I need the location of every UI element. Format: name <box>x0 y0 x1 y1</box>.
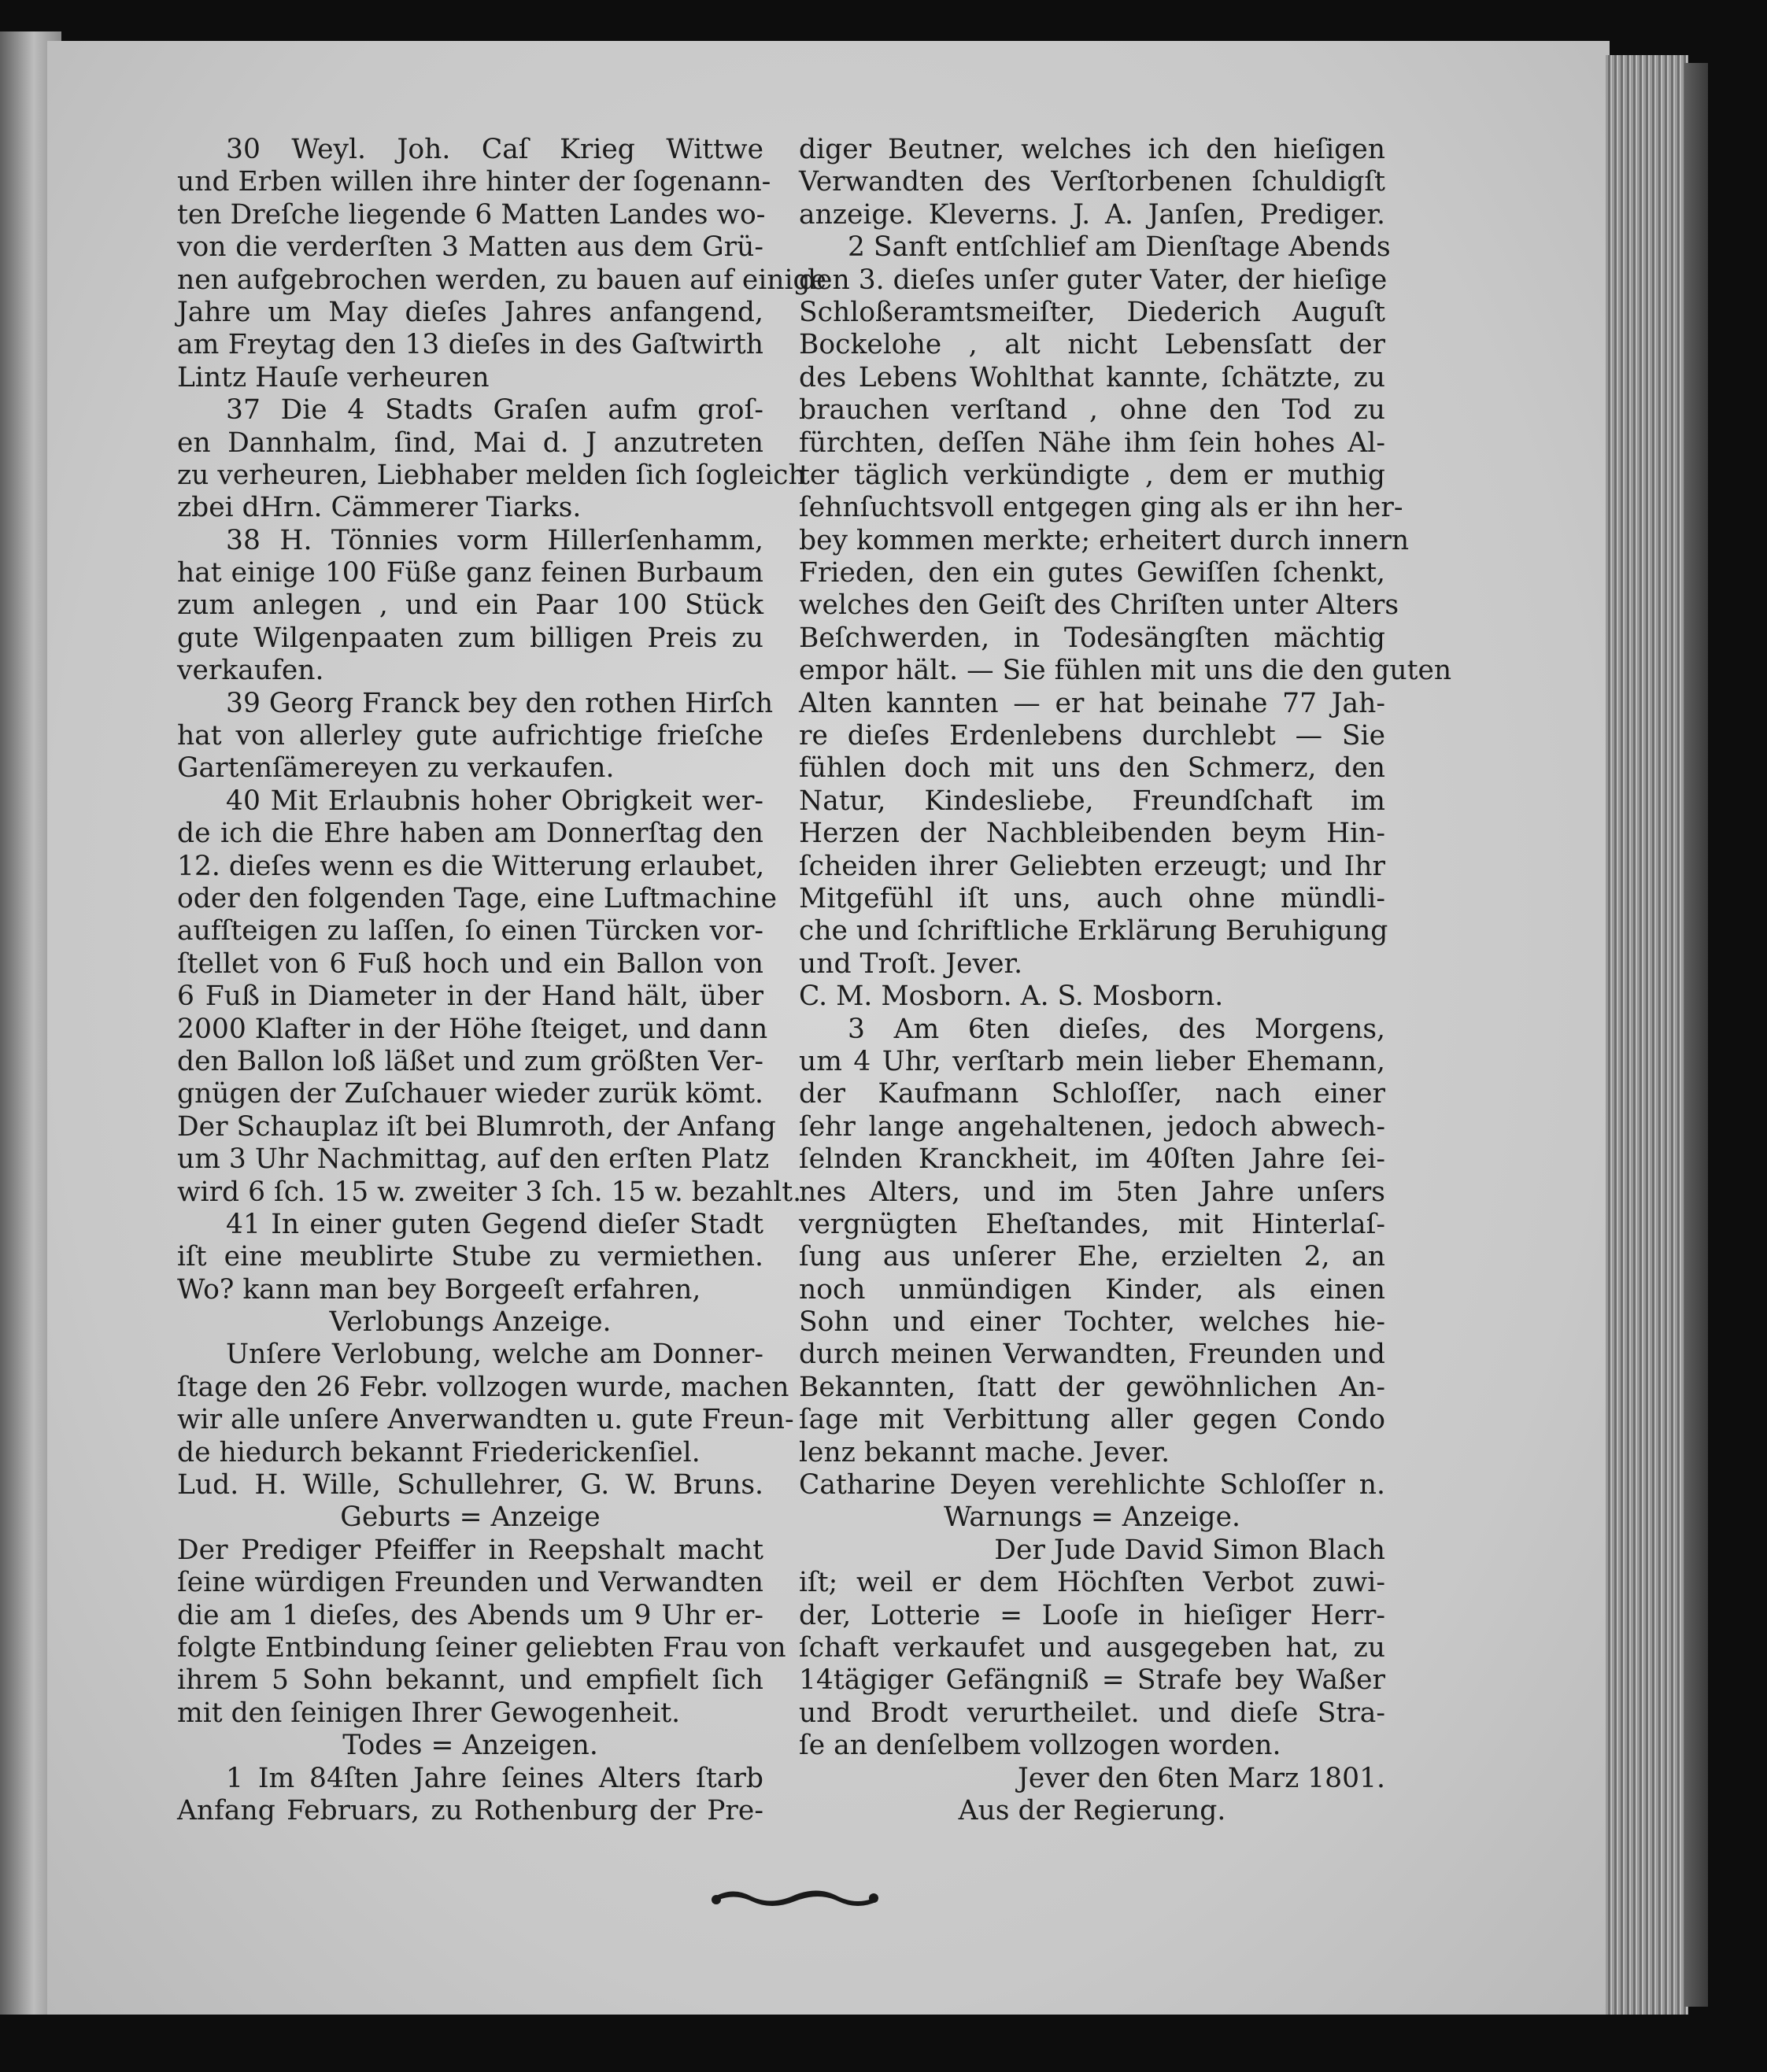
text-line: den 3. dieſes unſer guter Vater, der hieſige <box>799 264 1388 296</box>
text-line: 41 In einer guten Gegend dieſer Stadt <box>226 1208 763 1240</box>
text-line: ſcheiden ihrer Geliebten erzeugt; und Ihr <box>799 850 1385 882</box>
text-line: de ich die Ehre haben am Donnerſtag den <box>177 818 763 850</box>
text-line: oder den folgenden Tage, eine Luftmachine <box>177 882 778 914</box>
text-line: der, Lotterie = Looſe in hieſiger Herr- <box>799 1599 1385 1631</box>
closing-ornament <box>708 1882 882 1914</box>
text-line: ſehnſuchtsvoll entgegen ging als er ihn her- <box>799 492 1403 524</box>
text-line: zbei dHrn. Cämmerer Tiarks. <box>177 492 582 524</box>
text-line: Der Schauplaz iſt bei Blumroth, der Anfang <box>177 1110 776 1143</box>
text-line: wir alle unſere Anverwandten u. gute Freun- <box>177 1404 794 1436</box>
text-line: der Kaufmann Schloſſer, nach einer <box>799 1078 1385 1110</box>
text-line: Wo? kann man bey Borgeeſt erfahren, <box>177 1273 701 1306</box>
text-line: Schloßeramtsmeiſter, Diederich Auguſt <box>799 296 1385 328</box>
text-line: ſung aus unſerer Ehe, erzielten 2, an <box>799 1241 1385 1273</box>
text-line: ſeine würdigen Freunden und Verwandten <box>177 1567 763 1599</box>
text-line: anzeige. Kleverns. J. A. Janſen, Prediger. <box>799 198 1385 231</box>
text-line: vergnügten Eheſtandes, mit Hinterlaſ- <box>799 1208 1385 1240</box>
text-line: fühlen doch mit uns den Schmerz, den <box>799 752 1385 785</box>
text-line: um 4 Uhr, verſtarb mein lieber Ehemann, <box>799 1045 1385 1077</box>
text-line: 3 Am 6ten dieſes, des Morgens, <box>848 1013 1385 1045</box>
text-line: lenz bekannt mache. Jever. <box>799 1436 1170 1468</box>
text-line: 14tägiger Gefängniß = Strafe bey Waßer <box>799 1664 1385 1697</box>
text-line: de hiedurch bekannt Friederickenſiel. <box>177 1436 701 1468</box>
text-line: hat einige 100 Füße ganz feinen Burbaum <box>177 557 763 589</box>
text-line: ter täglich verkündigte , dem er muthig <box>799 459 1385 491</box>
text-line: Beſchwerden, in Todesängſten mächtig <box>799 622 1385 654</box>
text-line: Jahre um May dieſes Jahres anfangend, <box>177 296 763 328</box>
text-line: 40 Mit Erlaubnis hoher Obrigkeit wer- <box>226 785 763 817</box>
book-binding <box>1684 63 1708 2007</box>
text-line: nen aufgebrochen werden, zu bauen auf einige <box>177 264 827 296</box>
text-line: Lud. H. Wille, Schullehrer, G. W. Bruns. <box>177 1469 763 1501</box>
text-line: wird 6 ſch. 15 w. zweiter 3 ſch. 15 w. bezahlt. <box>177 1176 802 1208</box>
text-line: bey kommen merkte; erheitert durch innern <box>799 524 1410 556</box>
text-line: Der Prediger Pfeiffer in Reepshalt macht <box>177 1534 763 1566</box>
text-line: ſehr lange angehaltenen, jedoch abwech- <box>799 1110 1385 1143</box>
text-line: Verlobungs Anzeige. <box>329 1306 612 1339</box>
text-line: zum anlegen , und ein Paar 100 Stück <box>177 589 763 622</box>
left-text-column <box>177 134 827 1827</box>
page-stack-edges <box>1606 55 1688 2015</box>
text-line: Jever den 6ten Marz 1801. <box>1017 1762 1385 1794</box>
text-line: nes Alters, und im 5ten Jahre unſers <box>799 1176 1385 1208</box>
text-line: C. M. Mosborn. A. S. Mosborn. <box>799 981 1224 1013</box>
text-line: Todes = Anzeigen. <box>342 1730 598 1762</box>
text-line: Verwandten des Verſtorbenen ſchuldigſt <box>799 166 1385 198</box>
text-line: Gartenſämereyen zu verkaufen. <box>177 752 615 785</box>
text-line: um 3 Uhr Nachmittag, auf den erſten Platz <box>177 1143 770 1176</box>
text-line: des Lebens Wohlthat kannte, ſchätzte, zu <box>799 361 1385 393</box>
text-line: ſchaft verkaufet und ausgegeben hat, zu <box>799 1631 1385 1664</box>
text-line: Der Jude David Simon Blach <box>994 1534 1385 1566</box>
text-line: fürchten, deſſen Nähe ihm ſein hohes Al- <box>799 427 1385 459</box>
text-line: gnügen der Zuſchauer wieder zurük kömt. <box>177 1078 763 1110</box>
text-line: Herzen der Nachbleibenden beym Hin- <box>799 818 1385 850</box>
text-line: 12. dieſes wenn es die Witterung erlaubet, <box>177 850 765 882</box>
text-line: Aus der Regierung. <box>958 1794 1226 1826</box>
right-text-column <box>799 134 1452 1827</box>
text-line: zu verheuren, Liebhaber melden ſich ſogleich <box>177 459 806 491</box>
text-line: 37 Die 4 Stadts Graſen aufm groſ- <box>226 394 763 427</box>
text-line: en Dannhalm, ſind, Mai d. J anzutreten <box>177 427 763 459</box>
text-line: 2 Sanft entſchlief am Dienſtage Abends <box>848 231 1391 264</box>
text-line: aufſteigen zu laſſen, ſo einen Türcken vor- <box>177 915 763 947</box>
text-line: re dieſes Erdenlebens durchlebt — Sie <box>799 720 1385 752</box>
text-line: ſage mit Verbittung aller gegen Condo <box>799 1404 1385 1436</box>
text-line: Mitgefühl iſt uns, auch ohne mündli- <box>799 882 1385 914</box>
text-line: empor hält. — Sie fühlen mit uns die den guten <box>799 655 1452 687</box>
text-line: 38 H. Tönnies vorm Hillerſenhamm, <box>226 524 763 556</box>
text-line: ten Dreſche liegende 6 Matten Landes wo- <box>177 198 766 231</box>
text-line: 30 Weyl. Joh. Caſ Krieg Wittwe <box>226 134 763 165</box>
text-line: verkaufen. <box>177 655 324 687</box>
text-line: mit den ſeinigen Ihrer Gewogenheit. <box>177 1697 681 1729</box>
text-line: ihrem 5 Sohn bekannt, und empfielt ſich <box>177 1664 763 1697</box>
text-line: brauchen verſtand , ohne den Tod zu <box>799 394 1385 427</box>
text-line: von die verderſten 3 Matten aus dem Grü- <box>177 231 763 264</box>
text-line: Warnungs = Anzeige. <box>943 1501 1241 1534</box>
text-line: 6 Fuß in Diameter in der Hand hält, über <box>177 981 763 1013</box>
text-line: durch meinen Verwandten, Freunden und <box>799 1339 1385 1371</box>
text-line: 39 Georg Franck bey den rothen Hirſch <box>226 687 774 719</box>
text-line: und Troſt. Jever. <box>799 947 1023 980</box>
text-line: ſtellet von 6 Fuß hoch und ein Ballon von <box>177 947 763 980</box>
text-line: und Brodt verurtheilet. und dieſe Stra- <box>799 1697 1385 1729</box>
text-line: und Erben willen ihre hinter der ſogenann- <box>177 166 771 198</box>
text-line: Bockelohe , alt nicht Lebensſatt der <box>799 329 1385 361</box>
text-line: 2000 Klafter in der Höhe ſteiget, und dann <box>177 1013 768 1045</box>
text-line: Geburts = Anzeige <box>340 1501 601 1534</box>
text-line: diger Beutner, welches ich den hieſigen <box>799 134 1385 165</box>
text-line: ſtage den 26 Febr. vollzogen wurde, machen <box>177 1371 789 1403</box>
text-line: noch unmündigen Kinder, als einen <box>799 1273 1385 1306</box>
text-line: gute Wilgenpaaten zum billigen Preis zu <box>177 622 763 654</box>
text-line: ſe an denſelbem vollzogen worden. <box>799 1730 1281 1762</box>
text-line: Catharine Deyen verehlichte Schloſſer n. <box>799 1469 1385 1501</box>
text-line: folgte Entbindung ſeiner geliebten Frau von <box>177 1631 786 1664</box>
text-line: welches den Geiſt des Chriſten unter Alters <box>799 589 1399 622</box>
text-line: den Ballon loß läßet und zum größten Ver- <box>177 1045 764 1077</box>
text-line: Lintz Hauſe verheuren <box>177 361 490 393</box>
text-line: iſt; weil er dem Höchſten Verbot zuwi- <box>799 1567 1385 1599</box>
text-line: Sohn und einer Tochter, welches hie- <box>799 1306 1385 1339</box>
text-line: ſelnden Kranckheit, im 40ſten Jahre ſei- <box>799 1143 1385 1176</box>
text-line: Frieden, den ein gutes Gewiſſen ſchenkt, <box>799 557 1385 589</box>
text-line: Natur, Kindesliebe, Freundſchaft im <box>799 785 1385 817</box>
text-line: Alten kannten — er hat beinahe 77 Jah- <box>799 687 1385 719</box>
text-line: Anfang Februars, zu Rothenburg der Pre- <box>177 1794 763 1826</box>
text-line: die am 1 dieſes, des Abends um 9 Uhr er- <box>177 1599 763 1631</box>
text-line: Bekannten, ſtatt der gewöhnlichen An- <box>799 1371 1385 1403</box>
text-line: 1 Im 84ſten Jahre ſeines Alters ſtarb <box>226 1762 763 1794</box>
text-line: hat von allerley gute aufrichtige frieſche <box>177 720 763 752</box>
text-line: iſt eine meublirte Stube zu vermiethen. <box>177 1241 763 1273</box>
text-line: am Freytag den 13 dieſes in des Gaſtwirth <box>177 329 763 361</box>
text-line: Unſere Verlobung, welche am Donner- <box>226 1339 763 1371</box>
text-line: che und ſchriftliche Erklärung Beruhigung <box>799 915 1388 947</box>
